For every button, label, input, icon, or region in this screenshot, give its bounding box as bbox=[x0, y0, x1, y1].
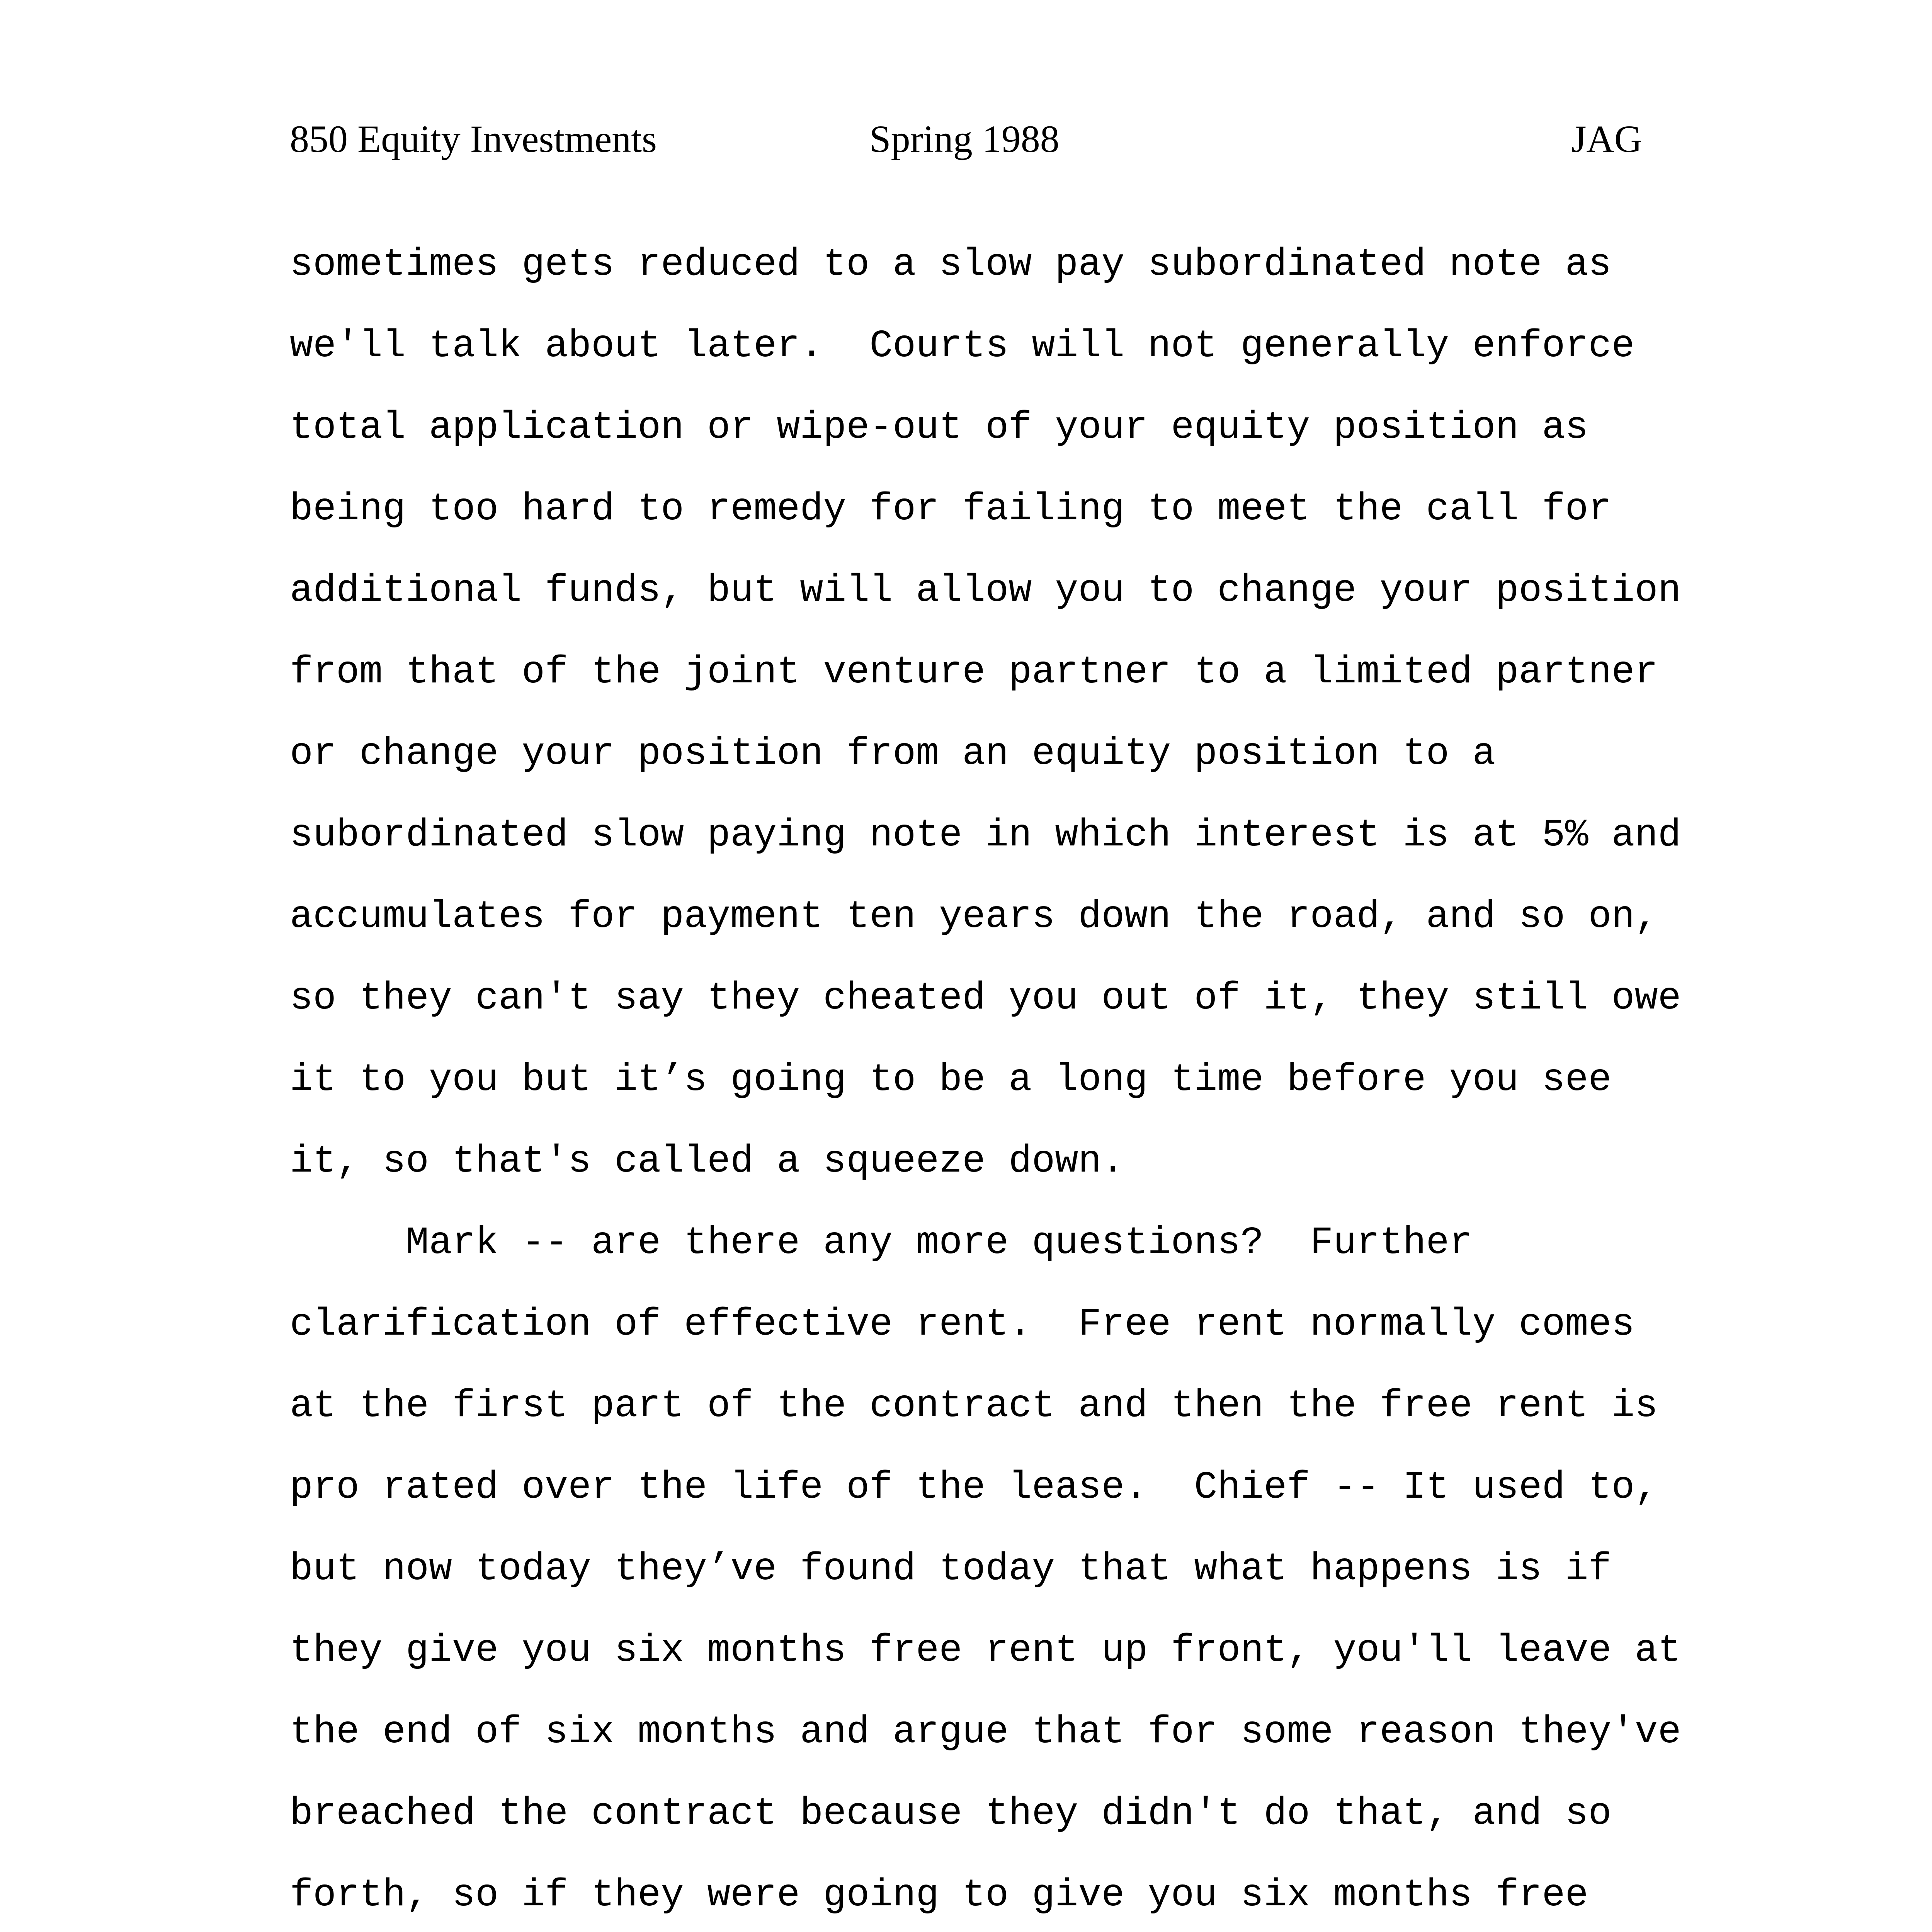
course-title: 850 Equity Investments bbox=[290, 117, 657, 160]
text-line: but now today they’ve found today that what happens is if bbox=[290, 1548, 1612, 1591]
text-line: it, so that's called a squeeze down. bbox=[290, 1140, 1125, 1184]
text-line: Mark -- are there any more questions? Further bbox=[290, 1221, 1473, 1265]
text-line: we'll talk about later. Courts will not generally enforce bbox=[290, 325, 1635, 368]
author-initials: JAG bbox=[1571, 117, 1642, 160]
text-line: from that of the joint venture partner to a limited partner bbox=[290, 651, 1658, 694]
text-line: sometimes gets reduced to a slow pay subordinated note as bbox=[290, 243, 1612, 287]
text-line: at the first part of the contract and then the free rent is bbox=[290, 1384, 1658, 1428]
text-line: breached the contract because they didn't do that, and so bbox=[290, 1792, 1612, 1836]
page-header bbox=[290, 116, 1642, 170]
text-line: pro rated over the life of the lease. Chief -- It used to, bbox=[290, 1466, 1658, 1510]
transcript-body bbox=[290, 224, 1681, 1932]
text-line: subordinated slow paying note in which interest is at 5% and bbox=[290, 814, 1681, 857]
text-line: forth, so if they were going to give you six months free bbox=[290, 1874, 1588, 1917]
text-line: clarification of effective rent. Free rent normally comes bbox=[290, 1303, 1635, 1347]
text-line: so they can't say they cheated you out of it, they still owe bbox=[290, 977, 1681, 1020]
text-line: additional funds, but will allow you to change your position bbox=[290, 569, 1681, 613]
text-line: they give you six months free rent up front, you'll leave at bbox=[290, 1629, 1681, 1673]
text-line: or change your position from an equity position to a bbox=[290, 732, 1496, 776]
term-label: Spring 1988 bbox=[869, 117, 1060, 160]
text-line: total application or wipe-out of your equity position as bbox=[290, 406, 1588, 450]
text-line: the end of six months and argue that for some reason they've bbox=[290, 1711, 1681, 1754]
text-line: accumulates for payment ten years down the road, and so on, bbox=[290, 895, 1658, 939]
text-line: it to you but it’s going to be a long time before you see bbox=[290, 1058, 1612, 1102]
text-line: being too hard to remedy for failing to meet the call for bbox=[290, 488, 1612, 531]
